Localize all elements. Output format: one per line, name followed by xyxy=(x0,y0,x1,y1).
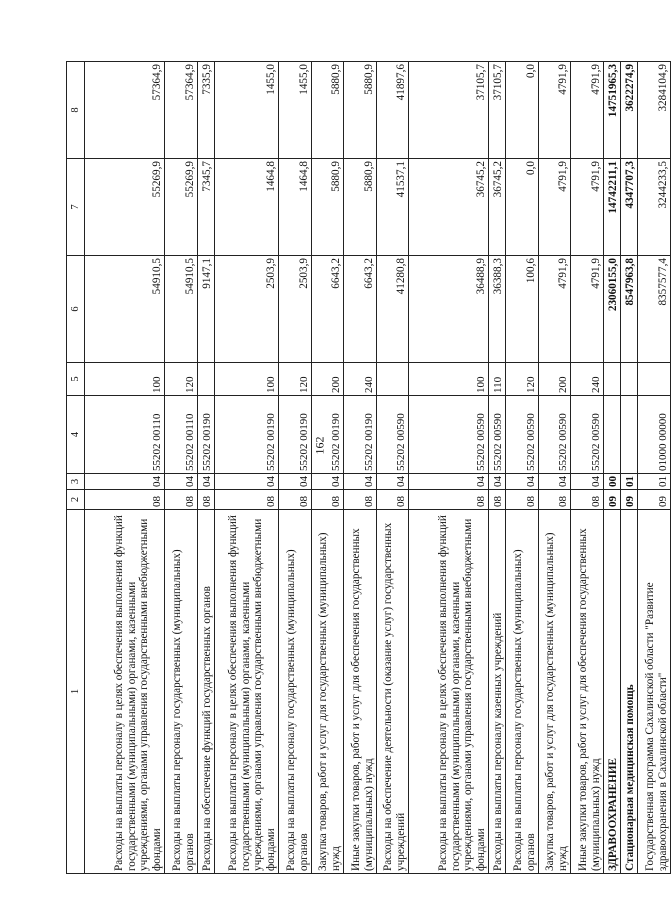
amount-year2-cell: 1464,8 xyxy=(279,159,312,256)
amount-year3-cell: 3622274,9 xyxy=(621,62,638,159)
subsection-code-cell: 04 xyxy=(506,474,539,490)
amount-year3-cell: 57364,9 xyxy=(165,62,198,159)
subsection-code-cell: 04 xyxy=(85,474,165,490)
amount-year3-cell: 0,0 xyxy=(506,62,539,159)
section-code-cell: 08 xyxy=(506,490,539,510)
row-name-cell: Закупка товаров, работ и услуг для государственных (муниципальных) нужд xyxy=(539,510,571,874)
target-article-cell: 55202 00190 xyxy=(215,396,279,474)
section-code-cell: 08 xyxy=(377,490,409,510)
target-article-cell: 55202 00590 xyxy=(571,396,604,474)
amount-year2-cell: 36745,2 xyxy=(409,159,489,256)
header-cell: 5 xyxy=(67,363,85,396)
amount-year1-cell: 6643,2 xyxy=(312,256,344,363)
header-cell: 8 xyxy=(67,62,85,159)
subsection-code-cell: 00 xyxy=(604,474,621,490)
expense-type-cell: 120 xyxy=(279,363,312,396)
amount-year1-cell: 54910,5 xyxy=(85,256,165,363)
target-article-cell: 55202 00590 xyxy=(539,396,571,474)
amount-year2-cell: 4791,9 xyxy=(539,159,571,256)
target-article-cell: 55202 00190 xyxy=(312,396,344,474)
row-name-cell: Стационарная медицинская помощь xyxy=(621,510,638,874)
amount-year1-cell: 100,6 xyxy=(506,256,539,363)
section-code-cell: 08 xyxy=(165,490,198,510)
expense-type-cell xyxy=(604,363,621,396)
row-name-cell: Расходы на выплаты персоналу казенных учреждений xyxy=(489,510,506,874)
row-name-cell: Расходы на выплаты персоналу в целях обеспечения выполнения функций государственными (муниципальными) органами, казенными учреждениями, органами управления государственными внебюджетными фондами xyxy=(215,510,279,874)
subsection-code-cell: 04 xyxy=(489,474,506,490)
expense-type-cell: 100 xyxy=(85,363,165,396)
section-code-cell: 09 xyxy=(638,490,671,510)
expense-type-cell: 100 xyxy=(409,363,489,396)
subsection-code-cell: 04 xyxy=(165,474,198,490)
amount-year3-cell: 57364,9 xyxy=(85,62,165,159)
subsection-code-cell: 04 xyxy=(571,474,604,490)
section-code-cell: 08 xyxy=(344,490,377,510)
table-row xyxy=(279,62,312,874)
expense-type-cell: 110 xyxy=(489,363,506,396)
target-article-cell: 55202 00590 xyxy=(489,396,506,474)
amount-year2-cell: 3244233,5 xyxy=(638,159,671,256)
row-name-cell: Иные закупки товаров, работ и услуг для обеспечения государственных (муниципальных) нужд xyxy=(344,510,377,874)
section-code-cell: 08 xyxy=(312,490,344,510)
row-name-cell: Расходы на обеспечение деятельности (оказание услуг) государственных учреждений xyxy=(377,510,409,874)
section-code-cell: 08 xyxy=(215,490,279,510)
amount-year2-cell: 14742211,1 xyxy=(604,159,621,256)
page-number: 162 xyxy=(312,436,327,455)
expense-type-cell xyxy=(621,363,638,396)
table-row xyxy=(506,62,539,874)
amount-year2-cell: 5880,9 xyxy=(312,159,344,256)
amount-year3-cell: 14751965,3 xyxy=(604,62,621,159)
amount-year3-cell: 1455,0 xyxy=(215,62,279,159)
amount-year2-cell: 55269,9 xyxy=(165,159,198,256)
amount-year1-cell: 23060155,0 xyxy=(604,256,621,363)
table-row xyxy=(312,62,344,874)
table-row xyxy=(571,62,604,874)
expense-type-cell xyxy=(377,363,409,396)
amount-year1-cell: 9147,1 xyxy=(198,256,215,363)
table-row xyxy=(489,62,506,874)
table-row xyxy=(377,62,409,874)
subsection-code-cell: 01 xyxy=(638,474,671,490)
table-row xyxy=(198,62,215,874)
amount-year1-cell: 2503,9 xyxy=(279,256,312,363)
target-article-cell: 55202 00110 xyxy=(165,396,198,474)
expense-type-cell: 240 xyxy=(571,363,604,396)
amount-year2-cell: 4347707,3 xyxy=(621,159,638,256)
amount-year2-cell: 7345,7 xyxy=(198,159,215,256)
row-name-cell: ЗДРАВООХРАНЕНИЕ xyxy=(604,510,621,874)
target-article-cell: 55202 00190 xyxy=(279,396,312,474)
table-row xyxy=(638,62,671,874)
amount-year3-cell: 37105,7 xyxy=(409,62,489,159)
target-article-cell: 55202 00590 xyxy=(506,396,539,474)
subsection-code-cell: 04 xyxy=(198,474,215,490)
table-row xyxy=(409,62,489,874)
amount-year2-cell: 36745,2 xyxy=(489,159,506,256)
expense-type-cell: 200 xyxy=(312,363,344,396)
header-cell: 4 xyxy=(67,396,85,474)
amount-year2-cell: 4791,9 xyxy=(571,159,604,256)
subsection-code-cell: 04 xyxy=(312,474,344,490)
subsection-code-cell: 01 xyxy=(621,474,638,490)
row-name-cell: Закупка товаров, работ и услуг для государственных (муниципальных) нужд xyxy=(312,510,344,874)
expense-type-cell xyxy=(198,363,215,396)
table-row xyxy=(621,62,638,874)
amount-year2-cell: 0,0 xyxy=(506,159,539,256)
section-code-cell: 08 xyxy=(489,490,506,510)
row-name-cell: Расходы на выплаты персоналу государственных (муниципальных) органов xyxy=(165,510,198,874)
amount-year1-cell: 4791,9 xyxy=(571,256,604,363)
row-name-cell: Расходы на выплаты персоналу в целях обеспечения выполнения функций государственными (муниципальными) органами, казенными учреждениями, органами управления государственными внебюджетными фондами xyxy=(85,510,165,874)
amount-year3-cell: 3284104,9 xyxy=(638,62,671,159)
amount-year1-cell: 36488,9 xyxy=(409,256,489,363)
section-code-cell: 08 xyxy=(571,490,604,510)
table-row xyxy=(604,62,621,874)
section-code-cell: 08 xyxy=(198,490,215,510)
table-row xyxy=(344,62,377,874)
amount-year2-cell: 41537,1 xyxy=(377,159,409,256)
amount-year3-cell: 5880,9 xyxy=(344,62,377,159)
subsection-code-cell: 04 xyxy=(539,474,571,490)
target-article-cell: 55202 00110 xyxy=(85,396,165,474)
table-row xyxy=(165,62,198,874)
section-code-cell: 08 xyxy=(279,490,312,510)
table-header-row xyxy=(67,62,85,874)
subsection-code-cell: 04 xyxy=(344,474,377,490)
target-article-cell xyxy=(604,396,621,474)
expense-type-cell: 100 xyxy=(215,363,279,396)
expense-type-cell: 200 xyxy=(539,363,571,396)
expense-type-cell: 120 xyxy=(165,363,198,396)
amount-year1-cell: 4791,9 xyxy=(539,256,571,363)
row-name-cell: Расходы на обеспечение функций государственных органов xyxy=(198,510,215,874)
section-code-cell: 08 xyxy=(539,490,571,510)
target-article-cell: 55202 00190 xyxy=(344,396,377,474)
amount-year2-cell: 5880,9 xyxy=(344,159,377,256)
target-article-cell: 55202 00190 xyxy=(198,396,215,474)
subsection-code-cell: 04 xyxy=(409,474,489,490)
section-code-cell: 09 xyxy=(604,490,621,510)
expense-type-cell xyxy=(638,363,671,396)
amount-year1-cell: 54910,5 xyxy=(165,256,198,363)
target-article-cell: 55202 00590 xyxy=(409,396,489,474)
row-name-cell: Расходы на выплаты персоналу государственных (муниципальных) органов xyxy=(279,510,312,874)
table-row xyxy=(85,62,165,874)
target-article-cell: 55202 00590 xyxy=(377,396,409,474)
row-name-cell: Иные закупки товаров, работ и услуг для обеспечения государственных (муниципальных) нужд xyxy=(571,510,604,874)
amount-year2-cell: 1464,8 xyxy=(215,159,279,256)
header-cell: 1 xyxy=(67,510,85,874)
target-article-cell xyxy=(621,396,638,474)
section-code-cell: 08 xyxy=(85,490,165,510)
amount-year3-cell: 7335,9 xyxy=(198,62,215,159)
amount-year3-cell: 1455,0 xyxy=(279,62,312,159)
subsection-code-cell: 04 xyxy=(215,474,279,490)
subsection-code-cell: 04 xyxy=(377,474,409,490)
target-article-cell: 01000 00000 xyxy=(638,396,671,474)
section-code-cell: 09 xyxy=(621,490,638,510)
amount-year1-cell: 36388,3 xyxy=(489,256,506,363)
row-name-cell: Расходы на выплаты персоналу государственных (муниципальных) органов xyxy=(506,510,539,874)
amount-year1-cell: 8357577,4 xyxy=(638,256,671,363)
amount-year3-cell: 5880,9 xyxy=(312,62,344,159)
amount-year1-cell: 2503,9 xyxy=(215,256,279,363)
header-cell: 6 xyxy=(67,256,85,363)
amount-year1-cell: 6643,2 xyxy=(344,256,377,363)
expense-type-cell: 120 xyxy=(506,363,539,396)
subsection-code-cell: 04 xyxy=(279,474,312,490)
table-row xyxy=(215,62,279,874)
section-code-cell: 08 xyxy=(409,490,489,510)
header-cell: 3 xyxy=(67,474,85,490)
header-cell: 7 xyxy=(67,159,85,256)
row-name-cell: Государственная программа Сахалинской области "Развитие здравоохранения в Сахалинской области" xyxy=(638,510,671,874)
row-name-cell: Расходы на выплаты персоналу в целях обеспечения выполнения функций государственными (муниципальными) органами, казенными учреждениями, органами управления государственными внебюджетными фондами xyxy=(409,510,489,874)
amount-year1-cell: 8547963,8 xyxy=(621,256,638,363)
amount-year3-cell: 4791,9 xyxy=(539,62,571,159)
amount-year3-cell: 37105,7 xyxy=(489,62,506,159)
amount-year1-cell: 41280,8 xyxy=(377,256,409,363)
amount-year2-cell: 55269,9 xyxy=(85,159,165,256)
rotated-table-page xyxy=(66,62,670,874)
table-row xyxy=(539,62,571,874)
amount-year3-cell: 4791,9 xyxy=(571,62,604,159)
expense-type-cell: 240 xyxy=(344,363,377,396)
header-cell: 2 xyxy=(67,490,85,510)
amount-year3-cell: 41897,6 xyxy=(377,62,409,159)
budget-table xyxy=(66,61,671,874)
